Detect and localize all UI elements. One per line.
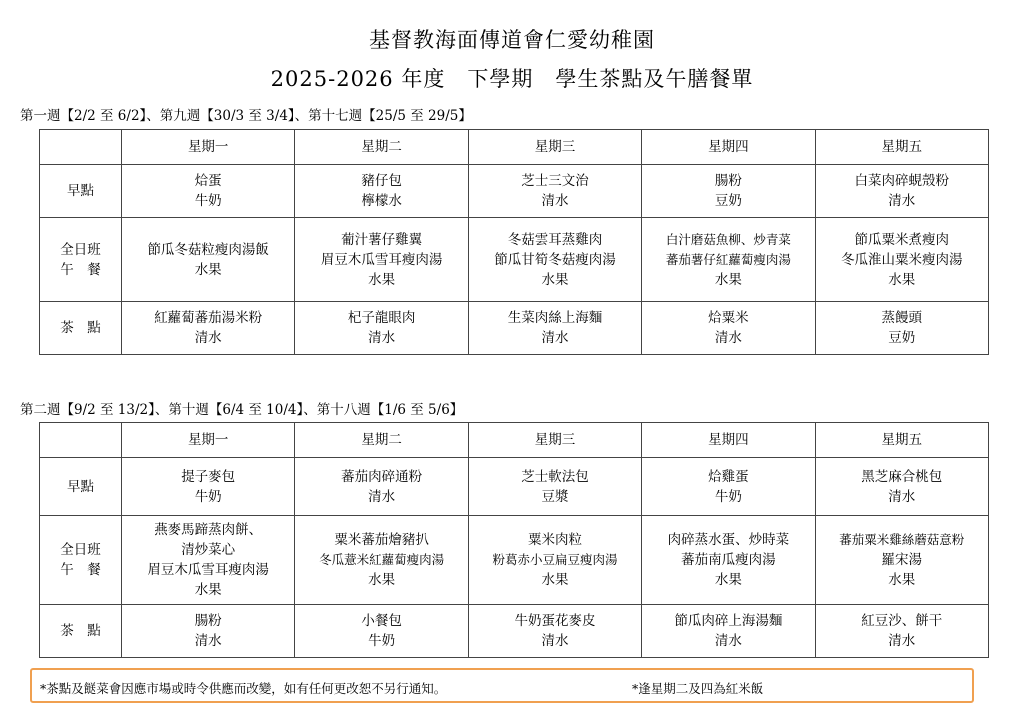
menu-cell: [642, 218, 815, 302]
menu-item: 腸粉: [714, 173, 742, 189]
note-red-rice: *逢星期二及四為紅米飯: [632, 681, 764, 696]
menu-item: 烚雞蛋: [708, 468, 749, 485]
menu-item: 眉豆木瓜雪耳瘦肉湯: [320, 251, 443, 268]
menu-item: 黑芝麻合桃包: [861, 468, 943, 485]
menu-item: 清水: [368, 330, 396, 346]
menu-item: 清炒菜心: [181, 542, 236, 558]
menu-item: 粟米蕃茄燴豬扒: [334, 532, 429, 548]
menu-cell: [642, 516, 815, 605]
menu-cell: [815, 516, 988, 605]
menu-item: 蕃茄肉碎通粉: [341, 468, 423, 485]
menu-item: 羅宋湯: [881, 552, 923, 568]
day-header: 星期三: [468, 130, 641, 165]
menu-item: 眉豆木瓜雪耳瘦肉湯: [147, 562, 269, 578]
menu-item: 水果: [888, 271, 916, 288]
menu-item: 節瓜冬菇粒瘦肉湯飯: [147, 241, 269, 258]
menu-item: 清水: [888, 633, 916, 649]
menu-item: 牛奶蛋花麥皮: [514, 613, 596, 629]
menu-table-2: [39, 422, 989, 658]
meal-row: [40, 165, 989, 218]
menu-item: 清水: [888, 193, 916, 209]
menu-cell: [815, 218, 988, 302]
menu-item: 清水: [541, 330, 569, 346]
menu-cell: [122, 165, 295, 218]
menu-item: 紅蘿蔔蕃茄湯米粉: [154, 310, 263, 326]
menu-cell: [642, 458, 815, 516]
menu-item: 牛奶: [194, 488, 222, 505]
menu-cell: [642, 302, 815, 355]
header-row: [40, 423, 989, 458]
menu-cell: [815, 605, 988, 658]
corner-cell: [40, 423, 122, 458]
menu-cell: [295, 165, 468, 218]
menu-item: 杞子龍眼肉: [347, 310, 416, 326]
meal-label: 茶 點: [40, 302, 122, 355]
menu-item: 蕃茄南瓜瘦肉湯: [681, 552, 776, 568]
menu-item: 清水: [541, 193, 569, 209]
menu-item: 生菜肉絲上海麵: [507, 310, 603, 326]
menu-item: 烚蛋: [194, 173, 222, 189]
menu-cell: [295, 218, 468, 302]
menu-item: 清水: [714, 633, 742, 649]
menu-item: 冬瓜薏米紅蘿蔔瘦肉湯: [319, 552, 445, 567]
day-header: 星期三: [468, 423, 641, 458]
menu-item: 清水: [541, 633, 569, 649]
menu-item: 肉碎蒸水蛋、炒時菜: [667, 532, 790, 548]
menu-cell: [815, 165, 988, 218]
menu-item: 清水: [714, 330, 742, 346]
meal-label: 全日班 午 餐: [40, 218, 122, 302]
day-header: 星期五: [815, 130, 988, 165]
menu-item: 水果: [194, 582, 222, 598]
menu-item: 清水: [194, 633, 222, 649]
menu-item: 蒸饅頭: [881, 310, 923, 326]
note-menu-change: *茶點及餸菜會因應市場或時令供應而改變，如有任何更改恕不另行通知。: [40, 681, 447, 696]
menu-cell: [468, 165, 641, 218]
menu-subtitle: 2025-2026 年度 下學期 學生茶點及午膳餐單: [270, 67, 754, 91]
menu-cell: [815, 302, 988, 355]
day-header: 星期五: [815, 423, 988, 458]
menu-item: 水果: [714, 572, 742, 588]
menu-item: 水果: [888, 572, 916, 588]
day-header: 星期四: [642, 130, 815, 165]
menu-item: 清水: [194, 330, 222, 346]
menu-cell: [815, 458, 988, 516]
menu-item: 水果: [194, 261, 222, 278]
meal-row: [40, 458, 989, 516]
menu-item: 節瓜肉碎上海湯麵: [674, 613, 783, 629]
week-label-2: 第二週【9/2 至 13/2】、第十週【6/4 至 10/4】、第十八週【1/6 至 5/6】: [20, 402, 464, 418]
corner-cell: [40, 130, 122, 165]
week-label-1: 第一週【2/2 至 6/2】、第九週【30/3 至 3/4】、第十七週【25/5 至 29/5】: [20, 108, 472, 124]
menu-cell: [468, 458, 641, 516]
menu-item: 清水: [888, 488, 916, 505]
menu-item: 燕麥馬蹄蒸肉餅、: [154, 522, 263, 538]
menu-cell: [468, 218, 641, 302]
menu-item: 檸檬水: [361, 193, 402, 209]
school-name: 基督教海面傳道會仁愛幼稚園: [369, 28, 655, 52]
menu-item: 清水: [368, 488, 396, 505]
menu-cell: [295, 458, 468, 516]
menu-cell: [468, 516, 641, 605]
menu-item: 節瓜甘筍冬菇瘦肉湯: [494, 251, 616, 268]
meal-row: [40, 516, 989, 605]
menu-item: 冬菇雲耳蒸雞肉: [507, 231, 603, 248]
menu-item: 小餐包: [361, 613, 402, 629]
menu-item: 豬仔包: [361, 173, 402, 189]
menu-item: 豆漿: [541, 488, 569, 505]
menu-cell: [295, 605, 468, 658]
menu-cell: [122, 302, 295, 355]
day-header: 星期一: [122, 130, 295, 165]
meal-row: [40, 302, 989, 355]
day-header: 星期一: [122, 423, 295, 458]
menu-item: 水果: [541, 572, 569, 588]
notes-box: [30, 668, 974, 703]
menu-item: 水果: [541, 271, 569, 288]
menu-cell: [122, 218, 295, 302]
menu-item: 節瓜粟米煮瘦肉: [854, 231, 950, 248]
menu-item: 葡汁薯仔雞翼: [341, 231, 423, 248]
meal-label: 早點: [40, 458, 122, 516]
menu-item: 白汁磨菇魚柳、炒青菜: [665, 231, 791, 247]
menu-cell: [642, 605, 815, 658]
menu-cell: [122, 605, 295, 658]
menu-table-1: [39, 129, 989, 355]
menu-item: 水果: [368, 572, 396, 588]
meal-row: [40, 218, 989, 302]
menu-item: 粉葛赤小豆扁豆瘦肉湯: [492, 552, 618, 567]
menu-item: 蕃茄粟米雞絲蘑菇意粉: [839, 532, 965, 547]
day-header: 星期二: [295, 423, 468, 458]
menu-cell: [122, 458, 295, 516]
menu-item: 冬瓜淮山粟米瘦肉湯: [841, 251, 963, 268]
day-header: 星期二: [295, 130, 468, 165]
menu-item: 烚粟米: [708, 310, 749, 326]
menu-cell: [295, 516, 468, 605]
menu-cell: [468, 605, 641, 658]
menu-item: 豆奶: [714, 193, 742, 209]
header-row: [40, 130, 989, 165]
menu-item: 豆奶: [888, 330, 916, 346]
menu-item: 提子麥包: [181, 468, 236, 485]
menu-item: 芝士三文治: [521, 173, 589, 189]
menu-item: 蕃茄薯仔紅蘿蔔瘦肉湯: [665, 251, 791, 267]
meal-label: 全日班 午 餐: [40, 516, 122, 605]
menu-cell: [295, 302, 468, 355]
menu-item: 牛奶: [194, 193, 222, 209]
menu-item: 腸粉: [194, 613, 222, 629]
menu-item: 白菜肉碎蜆殼粉: [854, 173, 950, 189]
menu-item: 水果: [714, 271, 742, 288]
menu-item: 水果: [368, 271, 396, 288]
menu-cell: [122, 516, 295, 605]
menu-item: 粟米肉粒: [527, 532, 582, 548]
meal-label: 早點: [40, 165, 122, 218]
menu-item: 紅豆沙、餅干: [861, 613, 943, 629]
meal-label: 茶 點: [40, 605, 122, 658]
menu-item: 芝士軟法包: [521, 468, 589, 485]
menu-cell: [642, 165, 815, 218]
menu-item: 牛奶: [714, 488, 742, 505]
meal-row: [40, 605, 989, 658]
day-header: 星期四: [642, 423, 815, 458]
menu-cell: [468, 302, 641, 355]
menu-item: 牛奶: [368, 633, 396, 649]
